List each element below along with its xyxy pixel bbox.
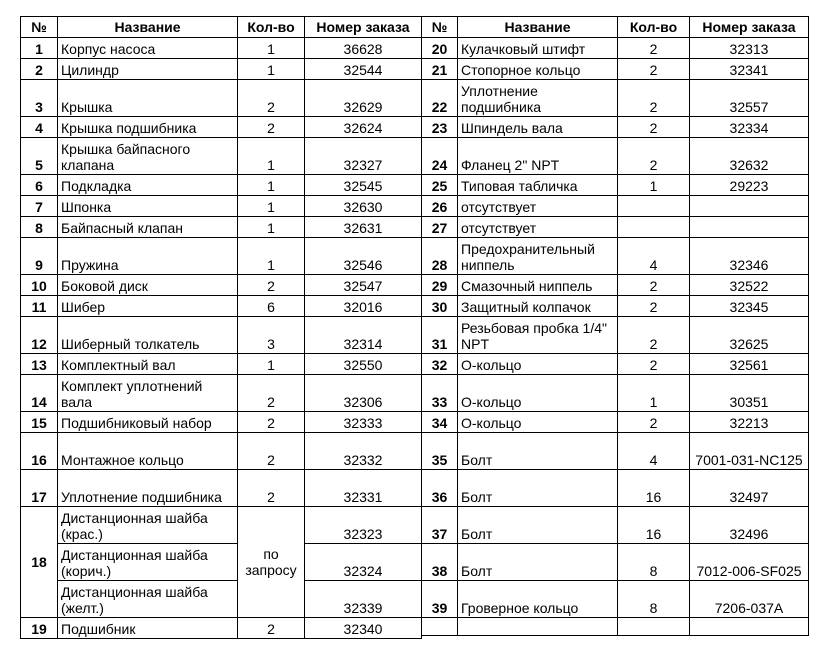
item-name: Подкладка — [58, 175, 238, 196]
item-qty: 2 — [618, 80, 690, 117]
item-order-number: 32557 — [690, 80, 809, 117]
item-order-number: 32334 — [690, 117, 809, 138]
item-qty: 1 — [238, 175, 305, 196]
item-order-number: 32630 — [305, 196, 422, 217]
item-order-number: 7001-031-NC125 — [690, 433, 809, 470]
item-order-number: 32631 — [305, 217, 422, 238]
item-name: Дистанционная шайба (крас.) — [58, 507, 238, 544]
item-order-number: 32313 — [690, 38, 809, 59]
table-row — [21, 80, 422, 117]
item-qty: 1 — [618, 175, 690, 196]
item-number: 14 — [21, 375, 58, 412]
item-number: 27 — [422, 217, 458, 238]
item-number: 24 — [422, 138, 458, 175]
item-order-number: 32341 — [690, 59, 809, 80]
item-qty: 2 — [618, 38, 690, 59]
item-name: Болт — [458, 507, 618, 544]
item-order-number: 32333 — [305, 412, 422, 433]
item-order-number: 32327 — [305, 138, 422, 175]
item-name: Болт — [458, 470, 618, 507]
item-number: 25 — [422, 175, 458, 196]
item-qty: 2 — [618, 275, 690, 296]
item-number: 31 — [422, 317, 458, 354]
item-qty: 1 — [238, 38, 305, 59]
item-order-number: 32624 — [305, 117, 422, 138]
item-order-number: 7206-037A — [690, 581, 809, 618]
item-qty: 2 — [618, 59, 690, 80]
item-number: 22 — [422, 80, 458, 117]
item-number: 5 — [21, 138, 58, 175]
item-qty: 1 — [238, 196, 305, 217]
item-qty: по запросу — [238, 507, 305, 618]
header-row — [21, 17, 422, 38]
table-row — [21, 507, 422, 544]
item-number: 3 — [21, 80, 58, 117]
table-row — [21, 581, 422, 618]
item-order-number: 30351 — [690, 375, 809, 412]
item-qty: 2 — [618, 138, 690, 175]
item-number: 34 — [422, 412, 458, 433]
table-row — [21, 296, 422, 317]
item-qty: 2 — [238, 470, 305, 507]
item-number: 7 — [21, 196, 58, 217]
item-name: Шибер — [58, 296, 238, 317]
item-number: 2 — [21, 59, 58, 80]
item-name: отсутствует — [458, 196, 618, 217]
item-qty: 1 — [238, 217, 305, 238]
item-order-number: 32625 — [690, 317, 809, 354]
table-row — [21, 375, 422, 412]
table-row — [21, 317, 422, 354]
item-qty: 2 — [238, 412, 305, 433]
item-number: 10 — [21, 275, 58, 296]
item-number: 18 — [21, 507, 58, 618]
item-qty: 2 — [618, 296, 690, 317]
item-order-number: 32314 — [305, 317, 422, 354]
item-qty: 2 — [618, 317, 690, 354]
item-order-number: 32522 — [690, 275, 809, 296]
table-row — [422, 196, 809, 217]
item-name: Боковой диск — [58, 275, 238, 296]
item-name: отсутствует — [458, 217, 618, 238]
table-row — [422, 375, 809, 412]
item-name: Крышка подшибника — [58, 117, 238, 138]
item-qty: 1 — [238, 59, 305, 80]
item-qty: 2 — [618, 354, 690, 375]
item-number: 17 — [21, 470, 58, 507]
item-qty: 2 — [238, 117, 305, 138]
header-qty: Кол-во — [238, 17, 305, 38]
item-order-number: 32497 — [690, 470, 809, 507]
item-number: 28 — [422, 238, 458, 275]
item-name: Болт — [458, 433, 618, 470]
header-num: № — [21, 17, 58, 38]
item-name: О-кольцо — [458, 412, 618, 433]
item-qty: 4 — [618, 433, 690, 470]
item-number: 30 — [422, 296, 458, 317]
item-order-number: 32561 — [690, 354, 809, 375]
table-row — [21, 433, 422, 470]
item-order-number — [690, 196, 809, 217]
item-order-number: 29223 — [690, 175, 809, 196]
item-number: 26 — [422, 196, 458, 217]
table-row — [21, 217, 422, 238]
item-number: 9 — [21, 238, 58, 275]
item-qty: 1 — [238, 354, 305, 375]
item-qty: 1 — [618, 375, 690, 412]
item-number: 35 — [422, 433, 458, 470]
item-order-number: 32340 — [305, 618, 422, 639]
header-order: Номер заказа — [690, 17, 809, 38]
item-order-number: 32547 — [305, 275, 422, 296]
table-row — [422, 138, 809, 175]
header-qty: Кол-во — [618, 17, 690, 38]
item-order-number: 32632 — [690, 138, 809, 175]
table-row — [21, 412, 422, 433]
item-order-number: 32331 — [305, 470, 422, 507]
item-order-number: 32345 — [690, 296, 809, 317]
header-name: Название — [458, 17, 618, 38]
item-name: Крышка — [58, 80, 238, 117]
table-row — [21, 354, 422, 375]
parts-table-left — [20, 16, 422, 639]
item-number: 36 — [422, 470, 458, 507]
item-number: 37 — [422, 507, 458, 544]
table-row — [422, 238, 809, 275]
empty-cell — [422, 618, 458, 636]
table-row — [21, 275, 422, 296]
table-row — [422, 296, 809, 317]
table-row — [422, 175, 809, 196]
item-name: Болт — [458, 544, 618, 581]
item-order-number: 32546 — [305, 238, 422, 275]
item-name: Пружина — [58, 238, 238, 275]
empty-cell — [690, 618, 809, 636]
item-order-number: 32213 — [690, 412, 809, 433]
item-number: 23 — [422, 117, 458, 138]
item-order-number: 32323 — [305, 507, 422, 544]
table-row — [422, 59, 809, 80]
header-name: Название — [58, 17, 238, 38]
parts-table-right — [421, 16, 809, 636]
item-order-number: 32544 — [305, 59, 422, 80]
item-name: Цилиндр — [58, 59, 238, 80]
table-row — [422, 354, 809, 375]
item-qty: 16 — [618, 470, 690, 507]
item-qty: 2 — [618, 412, 690, 433]
item-qty: 2 — [238, 80, 305, 117]
item-name: Типовая табличка — [458, 175, 618, 196]
table-row — [21, 470, 422, 507]
item-qty: 2 — [238, 618, 305, 639]
header-num: № — [422, 17, 458, 38]
item-number: 4 — [21, 117, 58, 138]
table-row — [422, 38, 809, 59]
item-order-number: 32339 — [305, 581, 422, 618]
table-row — [422, 217, 809, 238]
item-name: Шпиндель вала — [458, 117, 618, 138]
header-row — [422, 17, 809, 38]
table-row — [21, 59, 422, 80]
item-qty: 1 — [238, 238, 305, 275]
item-order-number: 32629 — [305, 80, 422, 117]
table-row — [21, 238, 422, 275]
item-order-number: 32016 — [305, 296, 422, 317]
item-name: Защитный колпачок — [458, 296, 618, 317]
item-order-number: 32496 — [690, 507, 809, 544]
item-name: Шпонка — [58, 196, 238, 217]
table-row — [422, 433, 809, 470]
item-name: О-кольцо — [458, 375, 618, 412]
item-number: 32 — [422, 354, 458, 375]
item-number: 11 — [21, 296, 58, 317]
table-row — [21, 117, 422, 138]
item-name: Корпус насоса — [58, 38, 238, 59]
item-name: Гроверное кольцо — [458, 581, 618, 618]
item-qty: 8 — [618, 581, 690, 618]
table-row — [422, 275, 809, 296]
item-number: 15 — [21, 412, 58, 433]
item-name: Смазочный ниппель — [458, 275, 618, 296]
item-number: 8 — [21, 217, 58, 238]
table-row — [21, 38, 422, 59]
item-name: Дистанционная шайба (желт.) — [58, 581, 238, 618]
item-order-number: 36628 — [305, 38, 422, 59]
item-qty: 2 — [238, 275, 305, 296]
item-order-number: 32332 — [305, 433, 422, 470]
item-name: О-кольцо — [458, 354, 618, 375]
item-qty — [618, 196, 690, 217]
item-number: 38 — [422, 544, 458, 581]
item-number: 1 — [21, 38, 58, 59]
item-name: Комплект уплотнений вала — [58, 375, 238, 412]
table-row — [422, 470, 809, 507]
empty-cell — [618, 618, 690, 636]
item-number: 16 — [21, 433, 58, 470]
item-number: 19 — [21, 618, 58, 639]
item-name: Предохранительный ниппель — [458, 238, 618, 275]
item-number: 20 — [422, 38, 458, 59]
item-number: 29 — [422, 275, 458, 296]
table-row — [21, 618, 422, 639]
item-name: Уплотнение подшибника — [458, 80, 618, 117]
item-name: Крышка байпасного клапана — [58, 138, 238, 175]
item-order-number: 32306 — [305, 375, 422, 412]
item-order-number: 32346 — [690, 238, 809, 275]
item-qty: 2 — [238, 375, 305, 412]
table-row — [422, 80, 809, 117]
item-order-number: 32545 — [305, 175, 422, 196]
item-qty: 16 — [618, 507, 690, 544]
item-number: 33 — [422, 375, 458, 412]
item-number: 39 — [422, 581, 458, 618]
item-qty: 2 — [238, 433, 305, 470]
item-order-number — [690, 217, 809, 238]
item-qty: 2 — [618, 117, 690, 138]
item-qty: 6 — [238, 296, 305, 317]
table-row — [422, 412, 809, 433]
item-name: Подшибник — [58, 618, 238, 639]
item-number: 12 — [21, 317, 58, 354]
item-name: Подшибниковый набор — [58, 412, 238, 433]
item-name: Стопорное кольцо — [458, 59, 618, 80]
header-order: Номер заказа — [305, 17, 422, 38]
item-order-number: 32324 — [305, 544, 422, 581]
table-row — [422, 507, 809, 544]
item-number: 6 — [21, 175, 58, 196]
table-row — [21, 544, 422, 581]
table-row — [422, 544, 809, 581]
table-row — [21, 175, 422, 196]
empty-cell — [458, 618, 618, 636]
table-row — [422, 317, 809, 354]
item-name: Байпасный клапан — [58, 217, 238, 238]
item-name: Фланец 2" NPT — [458, 138, 618, 175]
item-qty: 4 — [618, 238, 690, 275]
item-number: 13 — [21, 354, 58, 375]
item-qty: 8 — [618, 544, 690, 581]
item-order-number: 32550 — [305, 354, 422, 375]
item-name: Резьбовая пробка 1/4" NPT — [458, 317, 618, 354]
empty-row — [422, 618, 809, 636]
table-row — [21, 196, 422, 217]
item-name: Дистанционная шайба (корич.) — [58, 544, 238, 581]
item-name: Монтажное кольцо — [58, 433, 238, 470]
table-row — [422, 581, 809, 618]
item-qty: 1 — [238, 138, 305, 175]
table-row — [422, 117, 809, 138]
item-name: Кулачковый штифт — [458, 38, 618, 59]
item-order-number: 7012-006-SF025 — [690, 544, 809, 581]
table-row — [21, 138, 422, 175]
item-name: Шиберный толкатель — [58, 317, 238, 354]
item-number: 21 — [422, 59, 458, 80]
item-qty — [618, 217, 690, 238]
item-name: Уплотнение подшибника — [58, 470, 238, 507]
item-name: Комплектный вал — [58, 354, 238, 375]
item-qty: 3 — [238, 317, 305, 354]
